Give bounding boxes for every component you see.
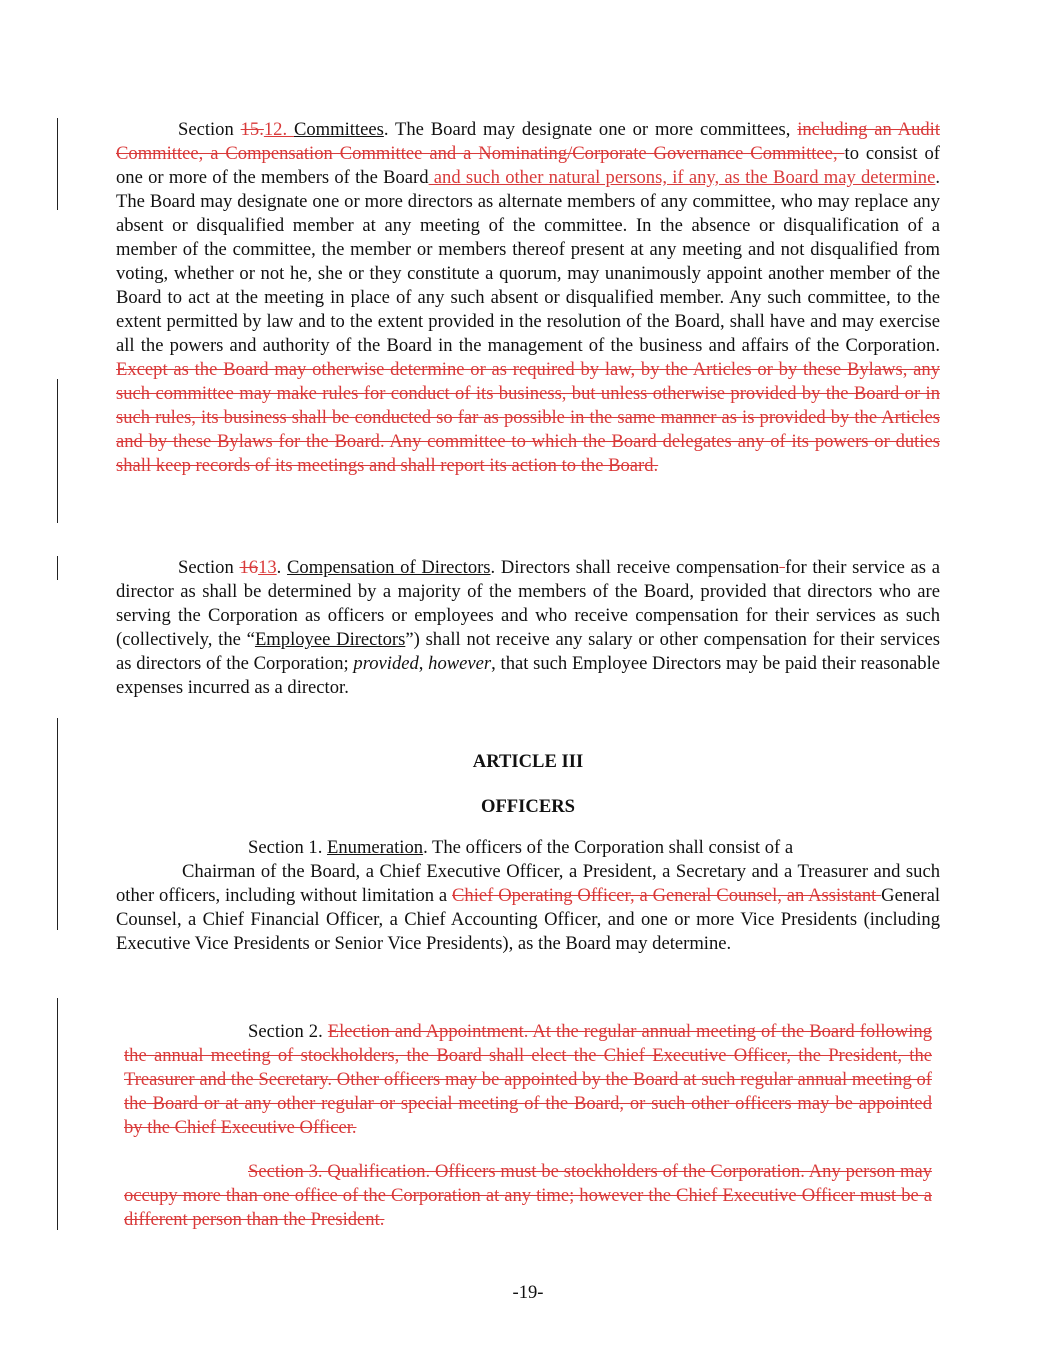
change-bar [57,998,58,1230]
section-title: Enumeration [327,837,424,858]
change-bar [57,556,58,580]
page-number: -19- [512,1282,544,1303]
art3-section-1-enumeration: Section 1. Enumeration. The officers of the Corporation shall consist of a Chairman of the Board, a Chief Executive Officer, a President, a Secretary and a Treasurer and such other officers, including without limitation a Chief Operating Officer, a General Counsel, an Assistant General Counsel, a Chief Financial Officer, a Chief Accounting Officer, and one or more Vice Presidents (including Executive Vice Presidents or Senior Vice Presidents), as the Board may determine. [116,837,941,954]
change-bar [57,118,58,210]
section-title: Compensation of Directors [287,557,491,578]
section-12-committees: Section 15.12. Committees. The Board may designate one or more committees, including an Audit Committee, a Compensation Committee and a Nominating/Corporate Governance Committee, to consist of one or more of the members of the Board and such other natural persons, if any, as the Board may determine. The Board may designate one or more directors as alternate members of any committee, who may replace any absent or disqualified member at any meeting of the committee. In the absence or disqualification of a member of the committee, the member or members thereof present at any meeting and not disqualified from voting, whether or not he, she or they constitute a quorum, may unanimously appoint another member of the Board to act at the meeting in place of any such absent or disqualified member. Any such committee, to the extent permitted by law and to the extent provided in the resolution of the Board, shall have and may exercise all the powers and authority of the Board in the management of the business and affairs of the Corporation. Except as the Board may otherwise determine or as required by law, by the Articles or by these Bylaws, any such committee may make rules for conduct of its business, but unless otherwise provided by the Board or in such rules, its business shall be conducted so far as possible in the same manner as is provided by the Articles and by these Bylaws for the Board. Any committee to which the Board delegates any of its powers or duties shall keep records of its meetings and shall report its action to the Board. [116,119,941,476]
deleted-section-title: Election and Appointment [327,1021,524,1042]
change-bar [57,379,58,523]
defined-term: Employee Directors [254,629,406,650]
inserted-section-number: 12. [263,119,294,140]
art3-section-3-qualification: Section 3. Qualification. Officers must be stockholders of the Corporation. Any person may occupy more than one office of the Corporation at any time; however the Chief Executive Officer must be a different person than the President. [124,1161,933,1230]
deleted-text: . Officers must be stockholders of the Corporation. Any person may occupy more than one office of the Corporation at any time; however the Chief Executive Officer must be a different person than the President. [124,1161,933,1230]
deleted-section-title: Qualification [327,1161,426,1182]
change-bar [57,718,58,930]
inserted-text: and such other natural persons, if any, as the Board may determine [428,167,936,188]
section-title: Committees [293,119,384,140]
deleted-text: . At the regular annual meeting of the Board following the annual meeting of stockholders, the Board shall elect the Chief Executive Officer, the President, the Treasurer and the Secretary. Other officers may be appointed by the Board at such regular annual meeting of the Board or at any other regular or special meeting of the Board, or such other officers may be appointed by the Chief Executive Officer. [124,1021,933,1138]
article-title: ARTICLE III [472,751,584,772]
article-subtitle: OFFICERS [480,796,575,817]
deleted-text: including an Audit Committee, a Compensation Committee and a Nominating/Corporate Governance Committee, [116,119,940,164]
inserted-section-number: 13 [258,557,277,578]
deleted-text: Except as the Board may otherwise determine or as required by law, by the Articles or by these Bylaws, any such committee may make rules for conduct of its business, but unless otherwise provided by the Board or in such rules, its business shall be conducted so far as possible in the same manner as is provided by the Articles and by these Bylaws for the Board. Any committee to which the Board delegates any of its powers or duties shall keep records of its meetings and shall report its action to the Board. [116,359,940,476]
section-13-compensation: Section 1613. Compensation of Directors. Directors shall receive compensation for their service as a director as shall be determined by a majority of the members of the Board, provided that directors who are serving the Corporation as officers or employees and who receive compensation for their services as such (collectively, the “Employee Directors”) shall not receive any salary or other compensation for their services as directors of the Corporation; provided, however, that such Employee Directors may be paid their reasonable expenses incurred as a director. [116,557,941,698]
art3-section-2-election: Section 2. Election and Appointment. At the regular annual meeting of the Board following the annual meeting of stockholders, the Board shall elect the Chief Executive Officer, the President, the Treasurer and the Secretary. Other officers may be appointed by the Board at such regular annual meeting of the Board or at any other regular or special meeting of the Board, or such other officers may be appointed by the Chief Executive Officer. [124,1021,933,1138]
deleted-section-number: 15. [240,119,264,140]
deleted-section-number: 16 [239,557,259,578]
deleted-text: Chief Operating Officer, a General Counsel, an Assistant [452,885,882,906]
